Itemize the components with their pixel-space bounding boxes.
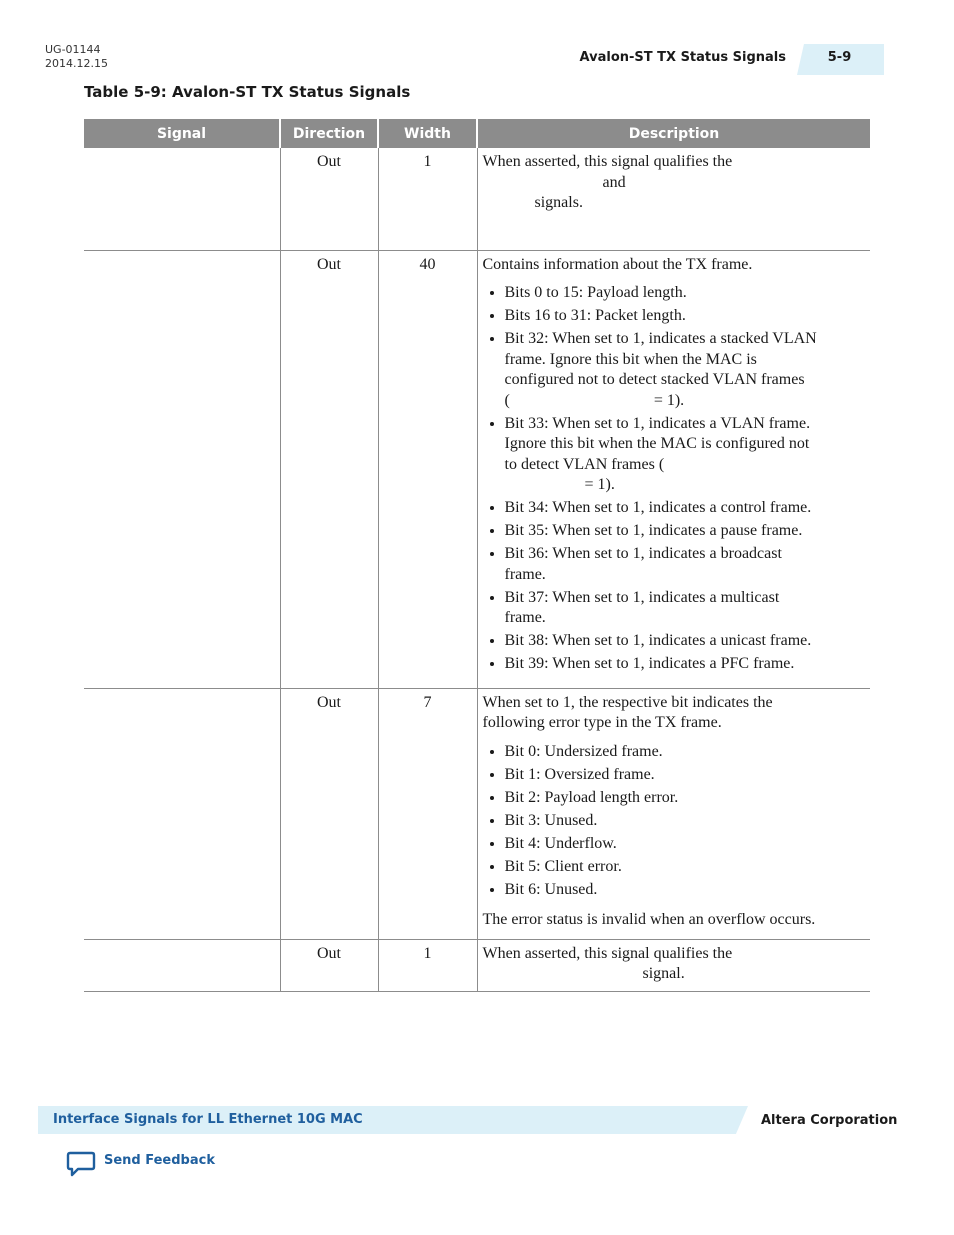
list-item: • Bit 0: Undersized frame. xyxy=(505,742,866,763)
feedback-icon[interactable] xyxy=(66,1150,96,1178)
list-item: • Bit 3: Unused. xyxy=(505,811,866,832)
direction-cell: Out xyxy=(280,939,378,991)
list-item: • Bits 16 to 31: Packet length. xyxy=(505,306,866,327)
list-item: • Bit 35: When set to 1, indicates a pause frame. xyxy=(505,521,866,542)
column-header-width: Width xyxy=(378,119,477,148)
list-item: • Bit 38: When set to 1, indicates a unicast frame. xyxy=(505,631,866,652)
list-item: • Bit 32: When set to 1, indicates a stacked VLAN frame. Ignore this bit when the MAC is configured not to detect stacked VLAN frames ( = 1). xyxy=(505,329,866,411)
description-intro: Contains information about the TX frame. xyxy=(482,255,753,273)
description-line: signal. xyxy=(482,965,685,982)
description-cell xyxy=(477,939,870,991)
footer-section-link[interactable]: Interface Signals for LL Ethernet 10G MAC xyxy=(53,1112,363,1127)
list-item: • Bit 6: Unused. xyxy=(505,880,866,901)
column-header-direction: Direction xyxy=(280,119,378,148)
list-item: • Bit 34: When set to 1, indicates a control frame. xyxy=(505,498,866,519)
description-cell xyxy=(477,688,870,939)
description-intro: When set to 1, the respective bit indicates the following error type in the TX frame. xyxy=(482,693,773,731)
width-cell: 1 xyxy=(378,148,477,250)
list-item: • Bit 1: Oversized frame. xyxy=(505,765,866,786)
list-item: • Bit 5: Client error. xyxy=(505,857,866,878)
section-title: Avalon-ST TX Status Signals xyxy=(579,50,786,65)
table-row xyxy=(84,148,870,250)
page-number: 5-9 xyxy=(827,50,852,65)
list-item: • Bit 36: When set to 1, indicates a broadcast frame. xyxy=(505,544,866,585)
list-item: • Bit 33: When set to 1, indicates a VLAN frame. Ignore this bit when the MAC is configured not to detect VLAN frames ( = 1). xyxy=(505,414,866,496)
document-id: UG-01144 xyxy=(45,43,101,56)
column-header-description: Description xyxy=(477,119,870,148)
description-line: When asserted, this signal qualifies the xyxy=(482,944,733,962)
table-header-row xyxy=(84,119,870,148)
direction-cell: Out xyxy=(280,688,378,939)
signal-cell xyxy=(84,688,280,939)
list-item: • Bit 2: Payload length error. xyxy=(505,788,866,809)
list-item: • Bits 0 to 15: Payload length. xyxy=(505,283,866,304)
document-date: 2014.12.15 xyxy=(45,57,108,70)
signal-cell xyxy=(84,250,280,688)
width-cell: 7 xyxy=(378,688,477,939)
signal-cell xyxy=(84,148,280,250)
document-id-block xyxy=(45,43,108,71)
width-cell: 1 xyxy=(378,939,477,991)
list-item: • Bit 4: Underflow. xyxy=(505,834,866,855)
signals-table xyxy=(84,119,870,992)
column-header-signal: Signal xyxy=(84,119,280,148)
footer-company: Altera Corporation xyxy=(761,1113,898,1128)
description-line: When asserted, this signal qualifies the xyxy=(482,153,733,170)
table-row xyxy=(84,939,870,991)
bit-list xyxy=(483,283,866,675)
list-item: • Bit 37: When set to 1, indicates a multicast frame. xyxy=(505,588,866,629)
table-row xyxy=(84,250,870,688)
description-cell xyxy=(477,148,870,250)
width-cell: 40 xyxy=(378,250,477,688)
error-bit-list xyxy=(483,742,866,901)
description-line: signals. xyxy=(482,194,583,211)
table-row xyxy=(84,688,870,939)
signal-cell xyxy=(84,939,280,991)
direction-cell: Out xyxy=(280,148,378,250)
table-caption: Table 5-9: Avalon-ST TX Status Signals xyxy=(84,83,411,101)
description-line: and xyxy=(482,173,626,191)
send-feedback-link[interactable]: Send Feedback xyxy=(104,1153,215,1168)
list-item: • Bit 39: When set to 1, indicates a PFC frame. xyxy=(505,654,866,675)
description-cell xyxy=(477,250,870,688)
description-note: The error status is invalid when an overflow occurs. xyxy=(482,911,816,928)
direction-cell: Out xyxy=(280,250,378,688)
